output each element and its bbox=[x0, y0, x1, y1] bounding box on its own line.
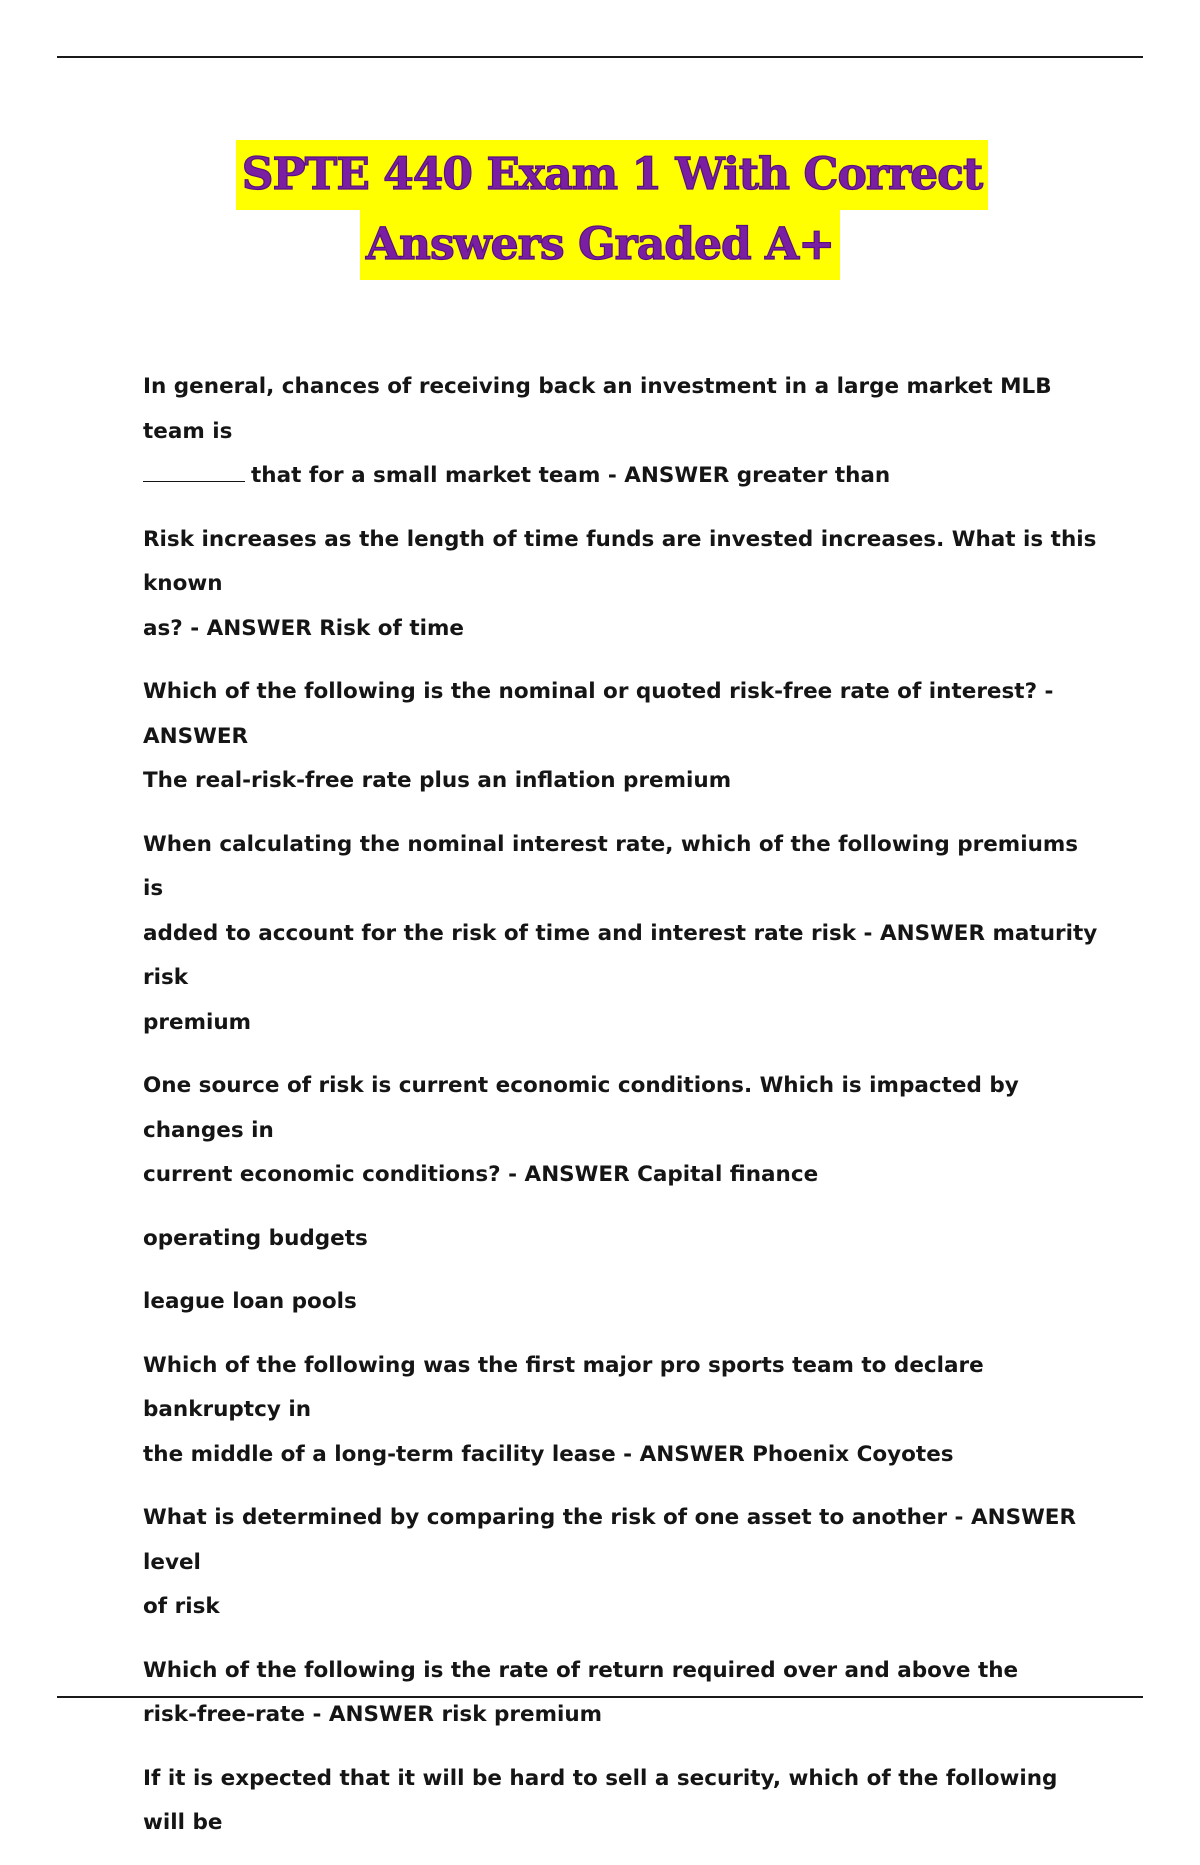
paragraph-line: the middle of a long-term facility lease - ANSWER Phoenix Coyotes bbox=[143, 1441, 954, 1467]
paragraph-line: that for a small market team - ANSWER greater than bbox=[251, 463, 891, 488]
paragraph-line: In general, chances of receiving back an investment in a large market MLB team is bbox=[143, 374, 1052, 444]
question-paragraph bbox=[143, 518, 1103, 652]
paragraph-line: One source of risk is current economic conditions. Which is impacted by changes in bbox=[143, 1073, 1019, 1143]
bottom-divider bbox=[57, 1696, 1143, 1698]
paragraph-line: premium bbox=[143, 1009, 252, 1035]
paragraph-line: If it is expected that it will be hard to sell a security, which of the following will be bbox=[143, 1765, 1058, 1835]
question-paragraph bbox=[143, 1496, 1103, 1630]
paragraph-line: Risk increases as the length of time funds are invested increases. What is this known bbox=[143, 526, 1097, 596]
title-line-1: SPTE 440 Exam 1 With Correct bbox=[236, 140, 989, 210]
paragraph-line: current economic conditions? - ANSWER Capital finance bbox=[143, 1162, 819, 1187]
paragraph-line: Which of the following was the first major pro sports team to declare bankruptcy in bbox=[143, 1352, 984, 1422]
document-title bbox=[0, 140, 1200, 280]
question-paragraph bbox=[143, 1757, 1103, 1846]
paragraph-line: of risk bbox=[143, 1594, 220, 1619]
document-body bbox=[143, 365, 1103, 1865]
paragraph-line: as? - ANSWER Risk of time bbox=[143, 615, 464, 641]
paragraph-line: risk-free-rate - ANSWER risk premium bbox=[143, 1702, 603, 1727]
top-divider bbox=[57, 56, 1143, 58]
paragraph-line: What is determined by comparing the risk of one asset to another - ANSWER level bbox=[143, 1505, 1077, 1575]
question-paragraph bbox=[143, 823, 1103, 1046]
paragraph-line: league loan pools bbox=[143, 1289, 357, 1314]
answer-blank bbox=[143, 459, 245, 482]
question-paragraph bbox=[143, 670, 1103, 804]
paragraph-line: The real-risk-free rate plus an inflation premium bbox=[143, 768, 732, 793]
paragraph-line: Which of the following is the rate of return required over and above the bbox=[143, 1657, 1019, 1683]
title-line-2: Answers Graded A+ bbox=[360, 210, 840, 280]
question-paragraph bbox=[143, 1649, 1103, 1738]
question-paragraph bbox=[143, 1064, 1103, 1198]
paragraph-line: added to account for the risk of time and interest rate risk - ANSWER maturity risk bbox=[143, 920, 1098, 990]
paragraph-line: operating budgets bbox=[143, 1225, 368, 1251]
question-paragraph bbox=[143, 1344, 1103, 1478]
paragraph-line: Which of the following is the nominal or quoted risk-free rate of interest? - ANSWER bbox=[143, 679, 1054, 749]
paragraph-line: When calculating the nominal interest rate, which of the following premiums is bbox=[143, 831, 1079, 901]
question-paragraph bbox=[143, 365, 1103, 499]
answer-option-paragraph bbox=[143, 1280, 1103, 1325]
answer-option-paragraph bbox=[143, 1217, 1103, 1262]
